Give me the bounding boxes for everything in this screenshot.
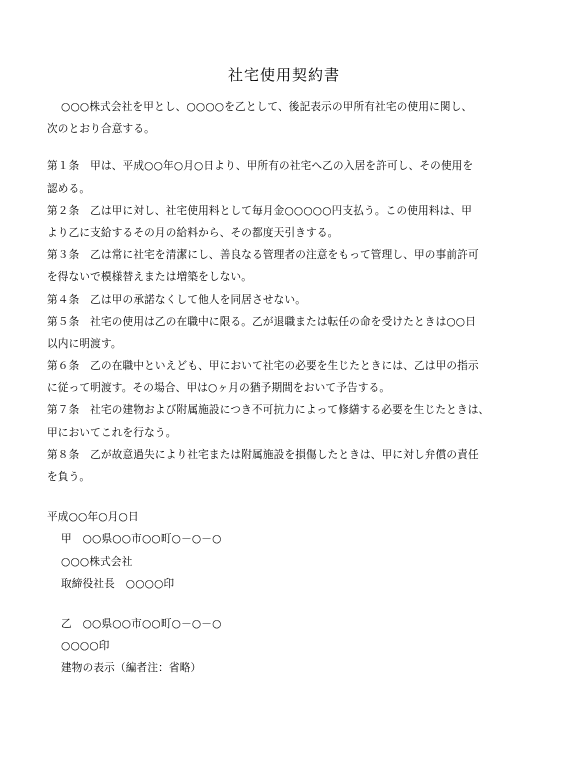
article-3-line: を得ないで模様替えまたは増築をしない。	[47, 271, 253, 284]
article-7-line: 甲においてこれを行なう。	[47, 426, 177, 439]
intro-line: 次のとおり合意する。	[47, 123, 155, 136]
spacer	[47, 595, 507, 613]
document-body	[47, 96, 507, 680]
article-1-line: 第１条 甲は、平成○○年○月○日より、甲所有の社宅へ乙の入居を許可し、その使用を	[47, 160, 474, 173]
party-a-company: ○○○株式会社	[61, 555, 133, 568]
property-description: 建物の表示（編者注：省略）	[61, 662, 202, 675]
intro-line: ○○○株式会社を甲とし、○○○○を乙として、後記表示の甲所有社宅の使用に関し、	[61, 101, 473, 113]
article-2-line: より乙に支給するその月の給料から、その都度天引きする。	[47, 226, 339, 239]
party-b-address: 乙 ○○県○○市○○町○－○－○	[61, 617, 222, 630]
article-5-line: 以内に明渡す。	[47, 337, 122, 350]
article-6-line: 第６条 乙の在職中といえども、甲において社宅の必要を生じたときには、乙は甲の指示	[47, 360, 479, 373]
party-b-signer: ○○○○印	[61, 640, 110, 653]
article-1-line: 認める。	[47, 182, 91, 195]
article-3-line: 第３条 乙は常に社宅を清潔にし、善良なる管理者の注意をもって管理し、甲の事前許可	[47, 249, 479, 262]
party-a-address: 甲 ○○県○○市○○町○－○－○	[61, 533, 222, 546]
article-6-line: に従って明渡す。その場合、甲は○ヶ月の猶予期間をおいて予告する。	[47, 382, 391, 395]
spacer	[47, 488, 507, 506]
article-8-line: 第８条 乙が故意過失により社宅または附属施設を損傷したときは、甲に対し弁償の責任	[47, 448, 479, 461]
article-7-line: 第７条 社宅の建物および附属施設につき不可抗力によって修繕する必要を生じたときは、	[47, 404, 490, 417]
article-2-line: 第２条 乙は甲に対し、社宅使用料として毎月金○○○○○円支払う。この使用料は、甲	[47, 204, 472, 217]
article-4-line: 第４条 乙は甲の承諾なくして他人を同居させない。	[47, 293, 307, 306]
article-5-line: 第５条 社宅の使用は乙の在職中に限る。乙が退職または転任の命を受けたときは○○日	[47, 315, 477, 328]
contract-date: 平成○○年○月○日	[47, 511, 139, 524]
article-8-line: を負う。	[47, 471, 91, 483]
document-title: 社宅使用契約書	[227, 66, 340, 84]
party-a-signer: 取締役社長 ○○○○印	[61, 577, 175, 590]
spacer	[47, 140, 507, 155]
